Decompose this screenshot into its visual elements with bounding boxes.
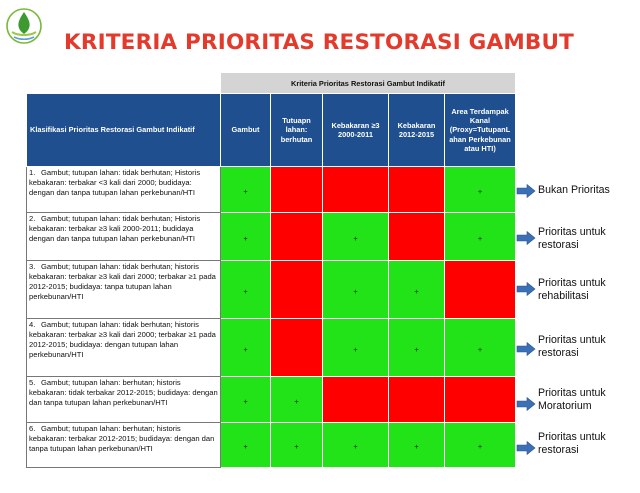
plus-mark: + [243,444,248,451]
criteria-cell-green [221,261,271,319]
plus-mark: + [353,288,358,296]
plus-mark: + [353,235,358,243]
criteria-cell-red [271,319,323,377]
plus-mark: + [294,398,299,406]
table-row [27,423,516,468]
table-row [27,377,516,423]
criteria-cell-green [389,423,445,468]
group-header: Kriteria Prioritas Restorasi Gambut Indikatif [221,73,516,94]
criteria-cell-green [445,319,516,377]
criteria-cell-red [271,167,323,213]
column-header-row [27,94,516,167]
criteria-cell-green [221,377,271,423]
arrow-right-icon [516,282,536,296]
criteria-cell-red [323,167,389,213]
row-label: Gambut; tutupan lahan: tidak berhutan; historis kebakaran: terbakar ≥3 kali dari 2000; terbakar ≥1 pada 2012-2015; budidaya: tanpa tutupan lahan perkebunan/HTI [29,262,216,301]
row-number: 1. [29,168,36,177]
group-header-row [27,73,516,94]
plus-mark: + [243,288,248,296]
row-classification [27,319,221,377]
criteria-cell-red [445,261,516,319]
page-title: KRITERIA PRIORITAS RESTORASI GAMBUT [64,30,575,55]
table-row [27,261,516,319]
plus-mark: + [243,188,248,196]
row-classification [27,261,221,319]
column-header-classification: Klasifikasi Prioritas Restorasi Gambut Indikatif [27,94,221,167]
criteria-cell-green [221,167,271,213]
plus-mark: + [477,235,483,243]
row-classification [27,167,221,213]
plus-mark: + [353,346,358,354]
row-label: Gambut; tutupan lahan: tidak berhutan; Historis kebakaran: terbakar <3 kali dari 2000; budidaya: dengan dan tanpa tutupan lahan perkebunan/HTI [29,168,201,197]
criteria-cell-red [389,213,445,261]
footer-strip [0,482,640,493]
outcome-label: Prioritas untuk rehabilitasi [538,277,606,302]
plus-mark: + [414,288,419,296]
criteria-cell-green [323,423,389,468]
table-row [27,167,516,213]
table-row [27,213,516,261]
criteria-cell-green [323,213,389,261]
outcome-label: Bukan Prioritas [538,184,610,196]
criteria-cell-red [271,261,323,319]
criteria-cell-green [323,261,389,319]
criteria-table [26,72,516,468]
row-number: 4. [29,320,36,329]
criteria-cell-green [221,213,271,261]
plus-mark: + [477,346,483,354]
criteria-cell-green [445,423,516,468]
criteria-cell-green [389,261,445,319]
plus-mark: + [353,444,358,451]
plus-mark: + [243,398,248,406]
row-label: Gambut; tutupan lahan: tidak berhutan; Historis kebakaran: terbakar ≥3 kali 2000-2011; budidaya dengan dan tanpa tutupan lahan perkebunan/HTI [29,214,201,243]
row-number: 3. [29,262,36,271]
row-number: 5. [29,378,36,387]
arrow-right-icon [516,397,536,411]
plus-mark: + [243,346,248,354]
criteria-cell-green [323,319,389,377]
criteria-cell-red [389,377,445,423]
row-classification [27,377,221,423]
table-row [27,319,516,377]
criteria-cell-red [323,377,389,423]
arrow-right-icon [516,184,536,198]
column-header-kebakaran-2012-2015: Kebakaran 2012-2015 [389,94,445,167]
outcome-label: Prioritas untuk restorasi [538,334,606,359]
arrow-right-icon [516,231,536,245]
criteria-cell-green [221,423,271,468]
plus-mark: + [477,188,483,196]
row-number: 2. [29,214,36,223]
row-number: 6. [29,424,36,433]
plus-mark: + [414,346,419,354]
header-blank [27,73,221,94]
criteria-cell-green [221,319,271,377]
column-header-tutupan: Tutuapn lahan: berhutan [271,94,323,167]
column-header-kebakaran-2000-2011: Kebakaran ≥3 2000-2011 [323,94,389,167]
outcome-label: Prioritas untuk restorasi [538,226,606,251]
plus-mark: + [477,444,483,451]
arrow-right-icon [516,441,536,455]
criteria-cell-red [445,377,516,423]
row-label: Gambut; tutupan lahan: tidak berhutan; historis kebakaran: terbakar ≥3 kali dari 2000; terbakar ≥1 pada 2012-2015; budidaya: dengan tutupan lahan perkebunan/HTI [29,320,216,359]
plus-mark: + [243,235,248,243]
criteria-cell-green [271,423,323,468]
row-label: Gambut; tutupan lahan: berhutan; historis kebakaran: tidak terbakar 2012-2015; budidaya: dengan dan tanpa tutupan lahan perkebunan/HTI [29,378,218,407]
criteria-cell-green [389,319,445,377]
outcome-label: Prioritas untuk restorasi [538,431,606,456]
criteria-cell-red [271,213,323,261]
arrow-right-icon [516,342,536,356]
criteria-cell-green [271,377,323,423]
plus-mark: + [294,444,299,451]
row-label: Gambut; tutupan lahan: berhutan; historis kebakaran: terbakar 2012-2015; budidaya: dengan dan tanpa tutupan lahan perkebunan/HTI [29,424,215,453]
leaf-drop-logo [2,4,46,48]
row-classification [27,213,221,261]
criteria-cell-red [389,167,445,213]
criteria-cell-green [445,167,516,213]
column-header-gambut: Gambut [221,94,271,167]
criteria-cell-green [445,213,516,261]
column-header-area-kanal: Area Terdampak Kanal (Proxy=TutupanL ahan Perkebunan atau HTI) [445,94,516,167]
outcome-label: Prioritas untuk Moratorium [538,387,606,412]
plus-mark: + [414,444,419,451]
row-classification [27,423,221,468]
